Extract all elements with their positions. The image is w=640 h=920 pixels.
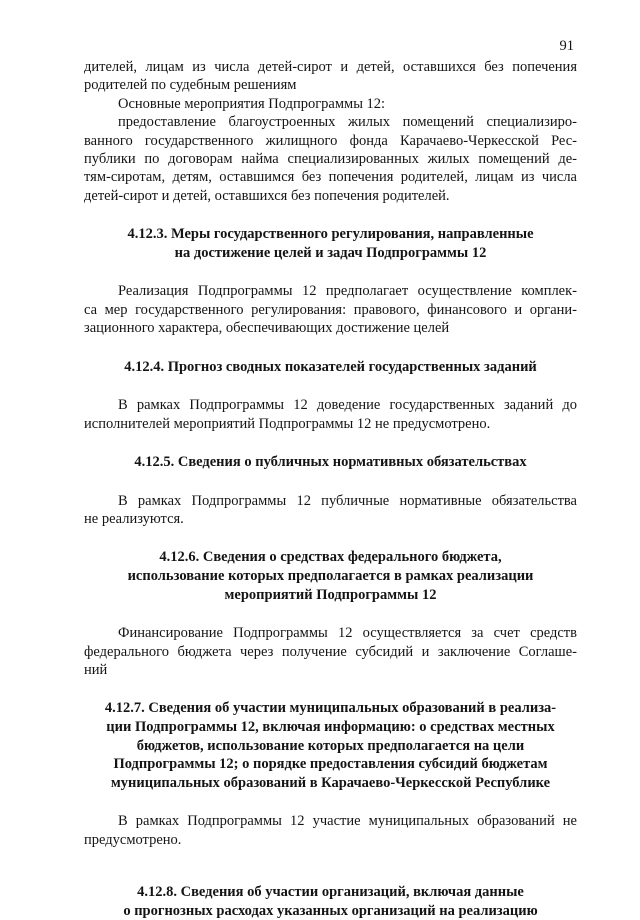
text-line: Основные мероприятия Подпрограммы 12: bbox=[118, 95, 386, 112]
text-line: публики по договорам найма специализированных жилых помещений де- bbox=[84, 151, 577, 168]
title-line: 4.12.6. Сведения о средствах федерального бюджета, bbox=[159, 549, 502, 566]
title-line: использование которых предполагается в рамках реализации bbox=[127, 568, 534, 585]
activities-heading bbox=[84, 95, 577, 113]
intro-paragraph bbox=[84, 58, 577, 95]
text-line: ний bbox=[84, 662, 108, 679]
section-body-4-12-3 bbox=[84, 282, 577, 337]
title-line: муниципальных образований в Карачаево-Черкесской Республике bbox=[110, 774, 551, 791]
title-line: бюджетов, использование которых предполагается на цели bbox=[136, 737, 525, 754]
text-line: Реализация Подпрограммы 12 предполагает осуществление комплек- bbox=[118, 283, 577, 300]
section-body-4-12-6 bbox=[84, 624, 577, 679]
section-title-4-12-5 bbox=[84, 453, 577, 472]
page-number: 91 bbox=[559, 38, 574, 54]
section-body-4-12-5 bbox=[84, 492, 577, 529]
page-content bbox=[84, 58, 577, 920]
title-line: 4.12.3. Меры государственного регулирования, направленные bbox=[127, 226, 534, 243]
text-line: тям-сиротам, детям, оставшимся без попечения родителей, лицам из числа bbox=[84, 169, 577, 186]
text-line: детей-сирот и детей, оставшихся без попечения родителей. bbox=[84, 187, 450, 204]
title-line: 4.12.5. Сведения о публичных нормативных обязательствах bbox=[134, 454, 527, 471]
text-line: ванного государственного жилищного фонда Карачаево-Черкесской Рес- bbox=[84, 132, 577, 149]
activities-paragraph bbox=[84, 113, 577, 205]
text-line: В рамках Подпрограммы 12 доведение государственных заданий до bbox=[118, 397, 577, 414]
title-line: ции Подпрограммы 12, включая информацию: о средствах местных bbox=[106, 719, 555, 736]
text-line: В рамках Подпрограммы 12 участие муниципальных образований не bbox=[118, 813, 577, 830]
section-body-4-12-4 bbox=[84, 396, 577, 433]
text-line: са мер государственного регулирования: правового, финансового и органи- bbox=[84, 301, 577, 318]
section-title-4-12-4 bbox=[84, 358, 577, 377]
title-line: мероприятий Подпрограммы 12 bbox=[224, 586, 437, 603]
title-line: 4.12.4. Прогноз сводных показателей государственных заданий bbox=[124, 358, 537, 375]
text-line: предоставление благоустроенных жилых помещений специализиро- bbox=[118, 114, 577, 131]
title-line: 4.12.7. Сведения об участии муниципальных образований в реализа- bbox=[104, 700, 557, 717]
section-title-4-12-6 bbox=[84, 548, 577, 604]
title-line: о прогнозных расходах указанных организаций на реализацию bbox=[123, 902, 538, 919]
title-line: на достижение целей и задач Подпрограммы 12 bbox=[174, 244, 487, 261]
section-title-4-12-3 bbox=[84, 225, 577, 262]
text-line: предусмотрено. bbox=[84, 831, 182, 848]
text-line: родителей по судебным решениям bbox=[84, 77, 297, 94]
text-line: исполнителей мероприятий Подпрограммы 12 не предусмотрено. bbox=[84, 415, 491, 432]
title-line: 4.12.8. Сведения об участии организаций, включая данные bbox=[137, 884, 524, 901]
text-line: Финансирование Подпрограммы 12 осуществляется за счет средств bbox=[118, 625, 577, 642]
text-line: дителей, лицам из числа детей-сирот и детей, оставшихся без попечения bbox=[84, 59, 577, 75]
text-line: В рамках Подпрограммы 12 публичные нормативные обязательства bbox=[118, 492, 577, 509]
section-title-4-12-8 bbox=[84, 883, 577, 920]
title-line: Подпрограммы 12; о порядке предоставления субсидий бюджетам bbox=[113, 756, 548, 773]
section-body-4-12-7 bbox=[84, 812, 577, 849]
text-line: зационного характера, обеспечивающих достижение целей bbox=[84, 320, 450, 337]
text-line: не реализуются. bbox=[84, 511, 184, 528]
section-title-4-12-7 bbox=[84, 699, 577, 792]
text-line: федерального бюджета через получение субсидий и заключение Соглаше- bbox=[84, 643, 577, 660]
